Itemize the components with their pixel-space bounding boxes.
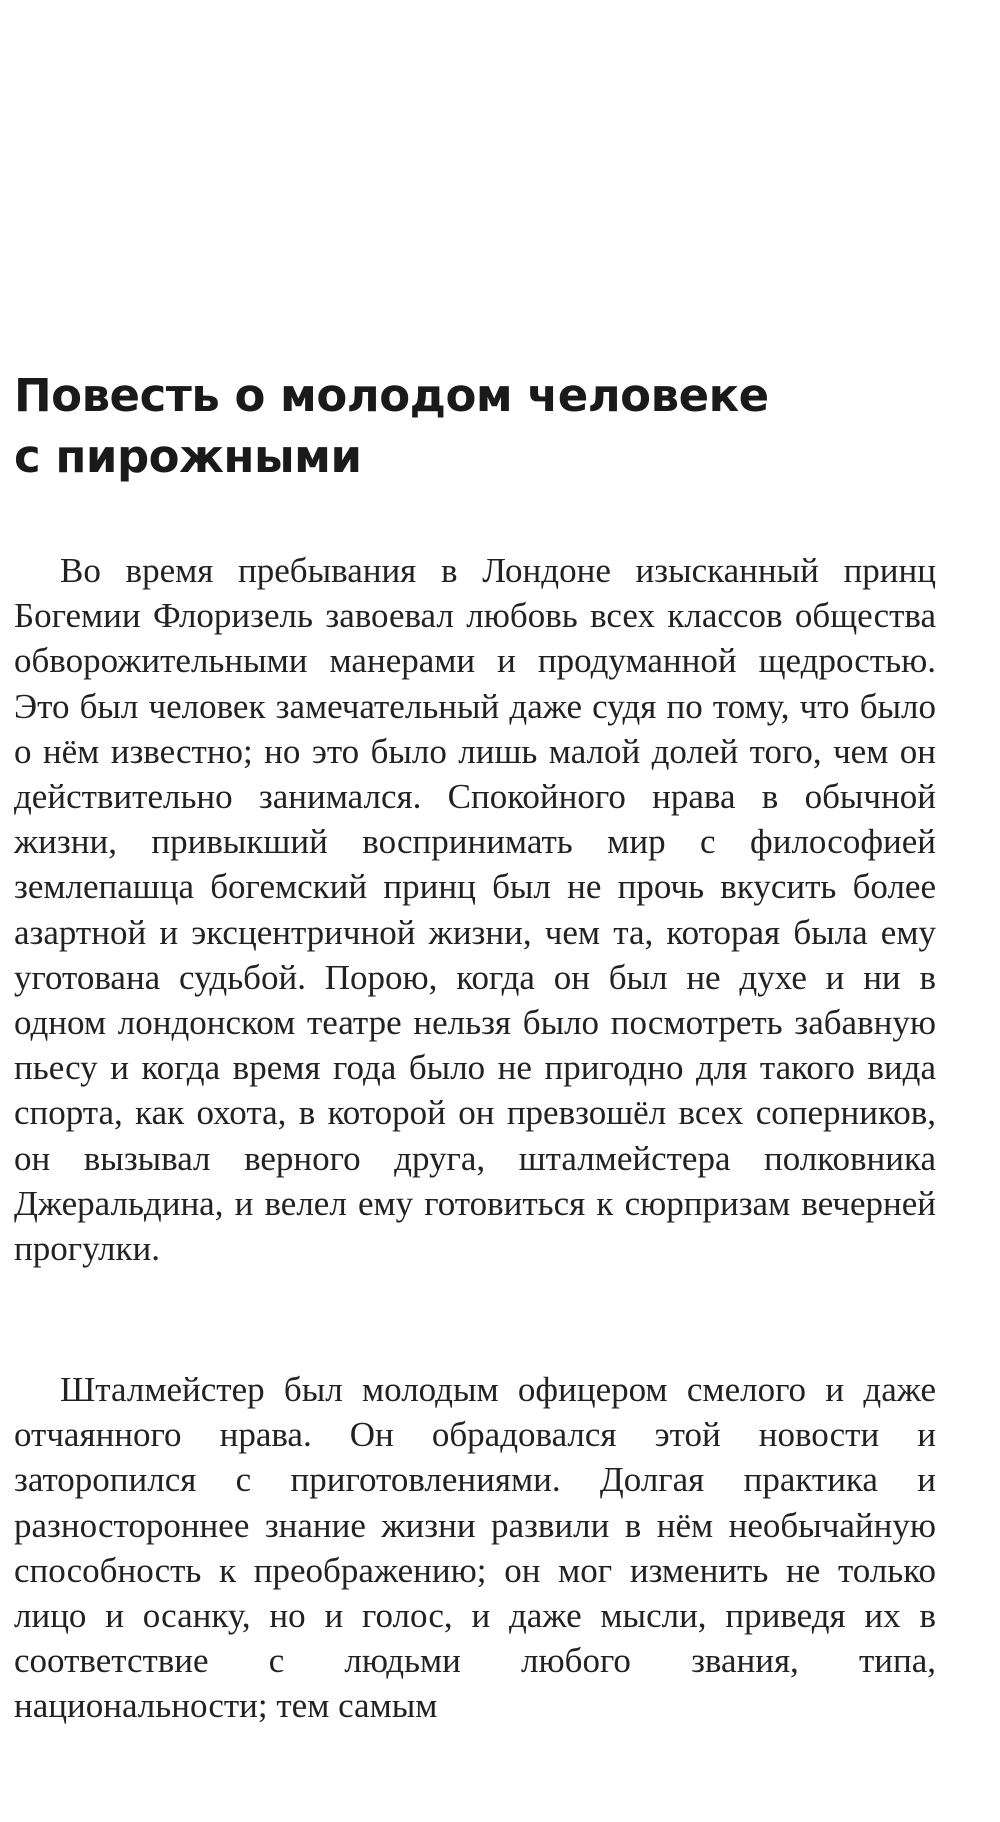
paragraph-1: Во время пребывания в Лондоне изысканный принц Богемии Флоризель завоевал любовь всех классов общества обворожительными манерами и продуманной щедростью. Это был человек замечательный даже судя по тому, что было о нём известно; но это было лишь малой долей того, чем он действительно занимался. Спокойного нрава в обычной жизни, привыкший воспринимать мир с философией землепашца богемский принц был не прочь вкусить более азартной и эксцентричной жизни, чем та, которая была ему уготована судьбой. Порою, когда он был не духе и ни в одном лондонском театре нельзя было посмотреть забавную пьесу и когда время года было не пригодно для такого вида спорта, как охота, в которой он превзошёл всех соперников, он вызывал верного друга, шталмейстера полковника Джеральдина, и велел ему готовиться к сюрпризам вечерней прогулки. — [14, 551, 936, 1269]
chapter-title-line-1: Повесть о молодом человеке — [14, 369, 769, 422]
chapter-title-line-2: с пирожными — [14, 430, 362, 483]
paragraph-2: Шталмейстер был молодым офицером смелого и даже отчаянного нрава. Он обрадовался этой новости и заторопился с приготовлениями. Долгая практика и разностороннее знание жизни развили в нём необычайную способность к преображению; он мог изменить не только лицо и осанку, но и голос, и даже мысли, приведя их в соответствие с людьми любого звания, типа, национальности; тем самым — [14, 1370, 936, 1726]
chapter-title — [14, 365, 934, 487]
